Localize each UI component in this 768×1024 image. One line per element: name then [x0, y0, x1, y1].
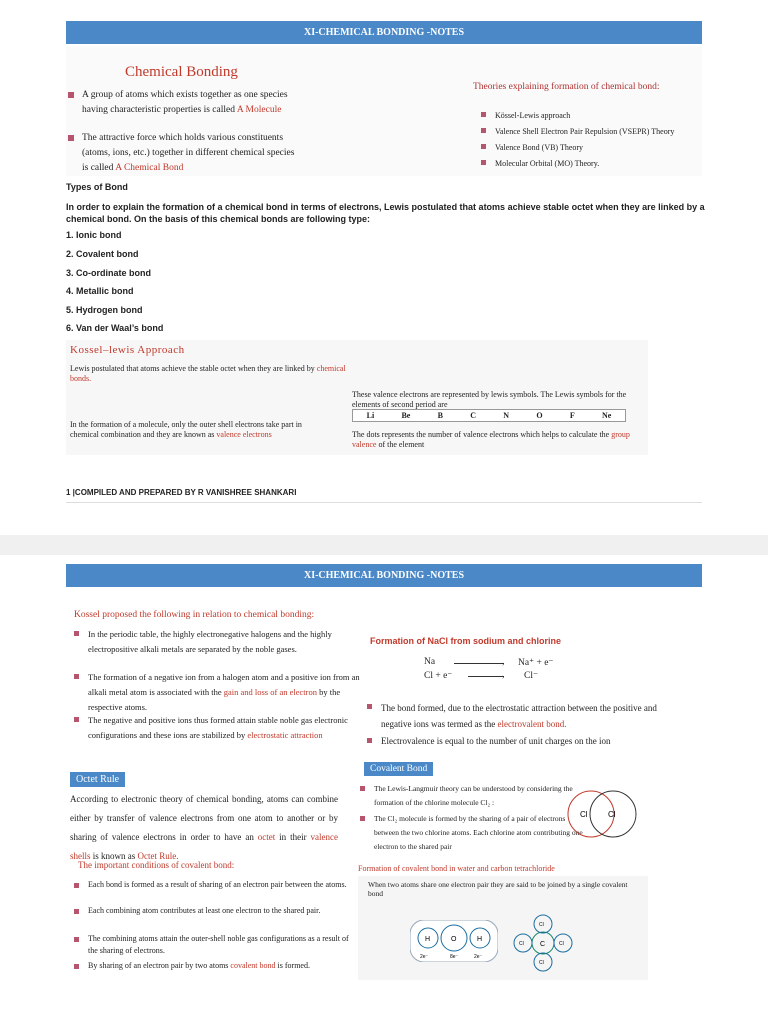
water-atom: O — [451, 936, 457, 943]
electrovalence-point: Electrovalence is equal to the number of unit charges on the ion — [367, 734, 671, 749]
lewis-symbol: Be — [401, 411, 411, 420]
shell-label: 2e⁻ — [474, 954, 483, 960]
bond-type-item: 3. Co-ordinate bond — [66, 268, 151, 278]
equation-sodium: Na › Na⁺ + e⁻ — [424, 657, 554, 668]
formation-covalent-title: Formation of covalent bond in water and carbon tetrachloride — [358, 864, 555, 873]
kossel-point: The negative and positive ions thus formed attain stable noble gas electronic configurations and these ions are stabilized by electrostatic attraction — [74, 713, 360, 743]
ccl4-outer-atom: Cl — [539, 960, 544, 966]
water-atom: H — [425, 936, 431, 943]
kossel-point: In the periodic table, the highly electronegative halogens and the highly electropositive alkali metals are separated by the noble gases. — [74, 627, 360, 657]
theory-item: Valence Shell Electron Pair Repulsion (VSEPR) Theory — [481, 124, 674, 139]
page1-footer: 1 |COMPILED AND PREPARED BY R VANISHREE SHANKARI — [66, 488, 297, 497]
cl2-formation-point: The Cl₂ molecule is formed by the sharing of a pair of electrons between the two chlorine atoms. Each chlorine atom contributing one electron to the shared pair — [360, 812, 584, 854]
lewis-postulate: Lewis postulated that atoms achieve the stable octet when they are linked by chemical bonds. — [70, 364, 346, 383]
covalent-bond-title: Covalent Bond — [364, 762, 433, 776]
theory-item: Molecular Orbital (MO) Theory. — [481, 156, 599, 171]
kossel-proposed-heading: Kossel proposed the following in relation to chemical bonding: — [74, 610, 315, 620]
footer-divider — [66, 502, 702, 503]
bond-type-item: 5. Hydrogen bond — [66, 305, 143, 315]
covalent-condition: Each bond is formed as a result of sharing of an electron pair between the atoms. — [74, 879, 358, 891]
kossel-point: The formation of a negative ion from a halogen atom and a positive ion from an alkali metal atom is associated with the gain and loss of an electron by the respective atoms. — [74, 670, 360, 715]
electrovalent-bond-point: The bond formed, due to the electrostatic attraction between the positive and negative ions was termed as the electrovalent bond. — [367, 700, 671, 732]
ccl4-outer-atom: Cl — [559, 941, 564, 947]
covalent-conditions-title: The important conditions of covalent bond: — [78, 860, 235, 870]
cl-atom-label: Cl — [580, 810, 588, 819]
lewis-symbol: O — [536, 411, 543, 420]
nacl-formation-title: Formation of NaCl from sodium and chlorine — [370, 636, 562, 646]
kossel-lewis-title: Kossel–lewis Approach — [70, 344, 185, 356]
dots-explanation: The dots represents the number of valence electrons which helps to calculate the group valence of the element — [352, 430, 630, 449]
water-molecule-diagram — [410, 920, 498, 962]
lewis-symbol: Li — [366, 411, 375, 420]
page1-banner: XI-CHEMICAL BONDING -NOTES — [66, 21, 702, 44]
water-atom: H — [477, 936, 483, 943]
lewis-symbols-text: These valence electrons are represented by lewis symbols. The Lewis symbols for the elements of second period are — [352, 390, 627, 409]
bond-type-item: 2. Covalent bond — [66, 249, 139, 259]
covalent-condition: By sharing of an electron pair by two atoms covalent bond is formed. — [74, 960, 358, 972]
octet-rule-paragraph: According to electronic theory of chemical bonding, atoms can combine either by transfer of valence electrons from one atom to another or by sharing of valence electrons in order to have an octet in their valence shells is known as Octet Rule. — [70, 794, 338, 861]
lewis-symbol: F — [569, 411, 575, 420]
shell-label: 2e⁻ — [420, 954, 429, 960]
valence-electrons-text: In the formation of a molecule, only the outer shell electrons take part in chemical combination and they are known as valence electrons — [70, 420, 302, 439]
covalent-condition: The combining atoms attain the outer-shell noble gas configurations as a result of the sharing of electrons. — [74, 933, 358, 957]
chemical-bonding-title: Chemical Bonding — [125, 64, 238, 80]
covalent-condition: Each combining atom contributes at least one electron to the shared pair. — [74, 905, 358, 917]
page2-banner: XI-CHEMICAL BONDING -NOTES — [66, 564, 702, 587]
lewis-langmuir-point: The Lewis-Langmuir theory can be understood by considering the formation of the chlorine molecule Cl₂ : — [360, 782, 584, 810]
cl-atom-label: Cl — [608, 810, 616, 819]
chemical-bond-definition: The attractive force which holds various constituents (atoms, ions, etc.) together in different chemical species is called A Chemical Bond — [68, 131, 297, 176]
bond-type-item: 1. Ionic bond — [66, 230, 122, 240]
bond-type-item: 4. Metallic bond — [66, 286, 134, 296]
equation-chlorine: Cl + e⁻ › Cl⁻ — [424, 671, 538, 681]
theories-title: Theories explaining formation of chemical bond: — [473, 82, 660, 92]
page-separator — [0, 535, 768, 555]
ccl4-outer-atom: Cl — [519, 941, 524, 947]
lewis-symbol: B — [437, 411, 443, 420]
lewis-symbol: N — [503, 411, 510, 420]
lewis-symbols-row — [352, 409, 626, 422]
shell-label: 8e⁻ — [450, 954, 459, 960]
lewis-symbol: C — [470, 411, 476, 420]
molecule-definition: A group of atoms which exists together as one species having characteristic properties is called A Molecule — [68, 88, 297, 118]
types-of-bond-heading: Types of Bond — [66, 182, 128, 192]
theory-item: Valence Bond (VB) Theory — [481, 140, 583, 155]
theory-item: Kössel-Lewis approach — [481, 108, 570, 123]
ccl4-center-atom: C — [540, 941, 546, 948]
octet-rule-title: Octet Rule — [70, 772, 125, 787]
single-covalent-text: When two atoms share one electron pair they are said to be joined by a single covalent bond — [368, 880, 628, 898]
bond-type-item: 6. Van der Waal’s bond — [66, 323, 164, 333]
ccl4-outer-atom: Cl — [539, 922, 544, 928]
lewis-intro-paragraph: In order to explain the formation of a chemical bond in terms of electrons, Lewis postulated that atoms achieve stable octet when they are linked by a chemical bond. On the basis of this chemical bonds are following type: — [66, 202, 705, 224]
lewis-symbol: Ne — [601, 411, 612, 420]
ccl4-molecule-diagram — [508, 914, 578, 972]
chlorine-molecule-diagram — [566, 788, 638, 840]
